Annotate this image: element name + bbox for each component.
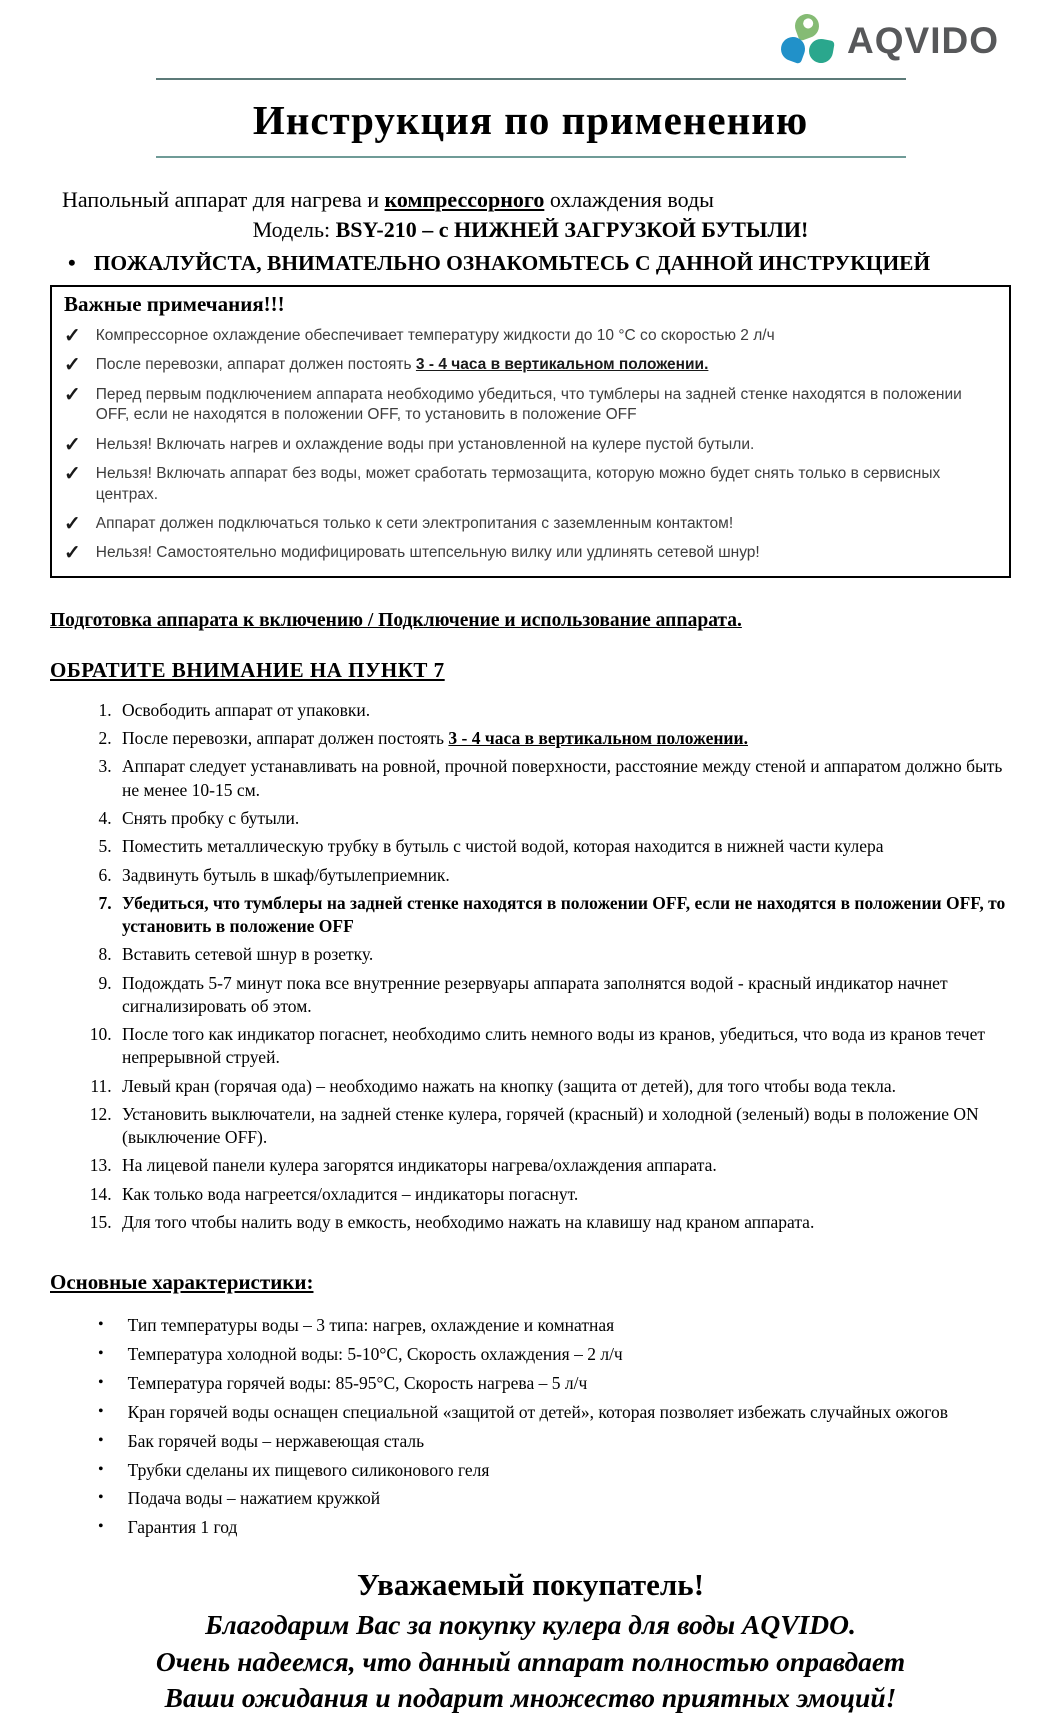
footer-heading: Уважаемый покупатель! [356,1567,705,1603]
note-text: Нельзя! Самостоятельно модифицировать штепсельную вилку или удлинять сетевой шнур! [95,544,760,562]
note-item [64,514,995,534]
step-item: 2. После перевозки, аппарат должен постоять 3 - 4 часа в вертикальном положении. [116,727,1011,750]
note-item [64,385,995,426]
note-text: Аппарат должен подключаться только к сети электропитания с заземленным контактом! [95,515,734,532]
check-icon: ✓ [64,433,81,456]
note-item [64,326,995,346]
note-text: Нельзя! Включать нагрев и охлаждение воды при установленной на кулере пустой бутыли. [95,435,755,453]
step-item: 11. Левый кран (горячая ода) – необходимо нажать на кнопку (защита от детей), для того чтобы вода текла. [116,1075,1011,1098]
feature-item [98,1315,1011,1337]
note-item [64,464,995,505]
note-text: Компрессорное охлаждение обеспечивает температуру жидкости до 10 °С со скоростью 2 л/ч [95,326,775,344]
check-icon: ✓ [64,542,81,565]
section-heading-preparation: Подготовка аппарата к включению / Подключение и использование аппарата. [50,609,742,631]
bullet-icon: • [98,1460,104,1478]
feature-text: Гарантия 1 год [127,1517,238,1538]
section-heading-attention: ОБРАТИТЕ ВНИМАНИЕ НА ПУНКТ 7 [50,657,445,682]
bullet-icon: • [98,1402,104,1420]
note-text: Перед первым подключением аппарата необходимо убедиться, что тумблеры на задней стенке находятся в положении OFF, если не находятся в положении OFF, то установить в положение OFF [95,385,962,424]
features-list [50,1315,1011,1539]
check-icon: ✓ [64,513,81,535]
footer-line: Ваши ожидания и подарит множество приятных эмоций! [164,1682,897,1714]
intro-line-1-emph: компрессорного [384,187,545,212]
header [50,10,1011,72]
feature-item [98,1431,1011,1453]
check-icon: ✓ [64,463,81,486]
check-icon: ✓ [64,383,81,406]
intro-line-1 [50,186,1011,214]
step-item: 15. Для того чтобы налить воду в емкость, необходимо нажать на клавишу над краном аппарата. [116,1211,1011,1234]
bullet-icon: • [68,250,76,276]
brand-name: AQVIDO [847,20,999,61]
footer [50,1567,1011,1717]
feature-item [98,1373,1011,1395]
intro-line-1-post: охлаждения воды [544,187,714,212]
feature-item [98,1460,1011,1482]
check-icon: ✓ [64,324,81,347]
bullet-icon: • [98,1431,104,1449]
step-item: 4. Снять пробку с бутыли. [116,807,1011,830]
feature-text: Тип температуры воды – 3 типа: нагрев, охлаждение и комнатная [127,1315,615,1336]
notice-text: ПОЖАЛУЙСТА, ВНИМАТЕЛЬНО ОЗНАКОМЬТЕСЬ С ДАННОЙ ИНСТРУКЦИЕЙ [93,251,931,276]
features-heading: Основные характеристики: [50,1270,314,1295]
step-item: 8. Вставить сетевой шнур в розетку. [116,943,1011,966]
model-line [50,216,1011,244]
step-item: 13. На лицевой панели кулера загорятся индикаторы нагрева/охлаждения аппарата. [116,1154,1011,1177]
feature-text: Трубки сделаны их пищевого силиконового геля [127,1459,490,1480]
note-text: После перевозки, аппарат должен постоять 3 - 4 часа в вертикальном положении. [95,356,709,374]
step-item: 12. Установить выключатели, на задней стенке кулера, горячей (красный) и холодной (зеленый) воды в положение ON (выключение OFF). [116,1103,1011,1150]
model-value: BSY-210 – с НИЖНЕЙ ЗАГРУЗКОЙ БУТЫЛИ! [335,217,809,243]
water-drop-teal-icon [807,37,835,65]
bullet-icon: • [98,1345,104,1363]
feature-text: Температура горячей воды: 85-95°С, Скорость нагрева – 5 л/ч [127,1372,588,1393]
steps-list [50,699,1011,1234]
step-item: 3. Аппарат следует устанавливать на ровной, прочной поверхности, расстояние между стеной и аппаратом должно быть не менее 10-15 см. [116,755,1011,802]
important-notes-box [50,285,1011,578]
bullet-icon: • [98,1489,104,1507]
note-text: Нельзя! Включать аппарат без воды, может сработать термозащита, которую можно будет снять только в сервисных центрах. [95,465,941,503]
feature-item [98,1488,1011,1510]
intro-block [50,186,1011,278]
footer-line: Благодарим Вас за покупку кулера для воды AQVIDO. [205,1609,856,1641]
title-rule [156,156,906,158]
note-item [64,543,995,563]
step-item: 7. Убедиться, что тумблеры на задней стенке находятся в положении OFF, если не находятся в положении OFF, то установить в положение OFF [116,892,1011,939]
notes-heading: Важные примечания!!! [64,291,285,316]
feature-item [98,1402,1011,1424]
step-item: 14. Как только вода нагреется/охладится – индикаторы погаснут. [116,1183,1011,1206]
feature-text: Кран горячей воды оснащен специальной «защитой от детей», которая позволяет избежать случайных ожогов [127,1401,948,1422]
feature-item [98,1517,1011,1539]
bullet-icon: • [98,1518,104,1536]
model-label: Модель: [252,217,336,243]
intro-line-1-pre: Напольный аппарат для нагрева и [62,187,385,212]
feature-text: Бак горячей воды – нержавеющая сталь [127,1430,425,1451]
step-item: 6. Задвинуть бутыль в шкаф/бутылеприемник. [116,864,1011,887]
notice-line [50,249,1011,278]
check-icon: ✓ [64,354,81,377]
bullet-icon: • [98,1316,104,1334]
step-item: 10. После того как индикатор погаснет, необходимо слить немного воды из кранов, убедиться, что вода из кранов течет непрерывной струей. [116,1023,1011,1070]
logo-droplets-icon [779,13,835,69]
note-item [64,355,995,375]
brand-logo [779,13,999,69]
bullet-icon: • [98,1373,104,1391]
header-rule [156,78,906,80]
feature-text: Подача воды – нажатием кружкой [127,1488,381,1509]
feature-item [98,1344,1011,1366]
footer-line: Очень надеемся, что данный аппарат полностью оправдает [155,1645,906,1677]
note-item [64,435,995,455]
page-title: Инструкция по применению [252,97,809,143]
step-item: 9. Подождать 5-7 минут пока все внутренние резервуары аппарата заполнятся водой - красный индикатор начнет сигнализировать об этом. [116,972,1011,1019]
step-item: 1. Освободить аппарат от упаковки. [116,699,1011,722]
feature-text: Температура холодной воды: 5-10°С, Скорость охлаждения – 2 л/ч [127,1344,623,1365]
step-item: 5. Поместить металлическую трубку в бутыль с чистой водой, которая находится в нижней части кулера [116,835,1011,858]
